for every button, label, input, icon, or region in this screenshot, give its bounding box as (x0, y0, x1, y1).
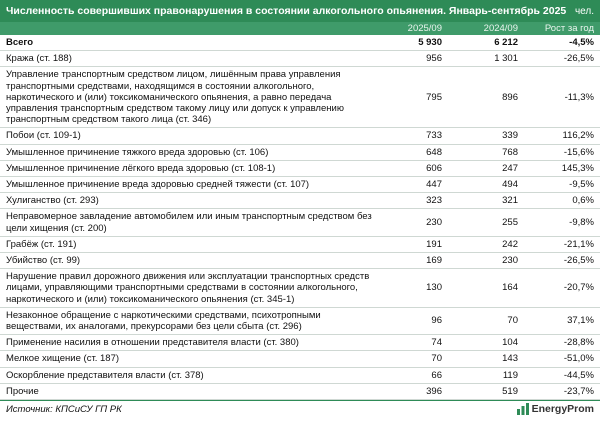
growth-value: -15,6% (563, 146, 594, 158)
table-row (0, 384, 600, 400)
value-2024: 104 (502, 337, 518, 349)
footer (0, 400, 600, 417)
row-label: Управление транспортным средством лицом, лишённым права управления транспортными средствами, находящимся в состоянии алкогольного, наркотического и (или) токсикоманического опьянения, а равно передача управления транспортным средством такому лицу или допуск к управлению транспортным средством такого лица (ст. 346) (6, 69, 344, 126)
title-bar (0, 0, 600, 22)
growth-value: -11,3% (564, 91, 594, 103)
growth-value: -44,5% (563, 369, 594, 381)
row-label: Умышленное причинение вреда здоровью средней тяжести (ст. 107) (6, 179, 310, 191)
table-row (0, 51, 600, 67)
value-2024: 70 (507, 315, 518, 327)
column-header-growth: Рост за год (544, 23, 594, 34)
energyprom-logo-icon (517, 403, 529, 415)
value-2024: 119 (502, 369, 518, 381)
value-2024: 768 (502, 146, 518, 158)
growth-value: -9,8% (569, 217, 594, 229)
table-row (0, 269, 600, 308)
table-body (0, 35, 600, 400)
row-label: Кража (ст. 188) (6, 53, 72, 65)
growth-value: 37,1% (567, 315, 594, 327)
growth-value: 0,6% (572, 195, 594, 207)
value-2024: 247 (502, 162, 518, 174)
table-row (0, 193, 600, 209)
row-label: Нарушение правил дорожного движения или эксплуатации транспортных средств лицами, управляющими транспортными средствами в состоянии алкогольного, наркотического и (или) токсикоманического опьянения (ст. 345-1) (6, 271, 370, 305)
value-2025: 447 (426, 179, 442, 191)
value-2025: 66 (431, 369, 442, 381)
growth-value: -28,8% (563, 337, 594, 349)
row-label: Умышленное причинение лёгкого вреда здоровью (ст. 108-1) (6, 162, 276, 174)
value-2024: 230 (502, 255, 518, 267)
column-header-2024: 2024/09 (483, 23, 518, 34)
value-2025: 606 (426, 162, 442, 174)
growth-value: -26,5% (563, 255, 594, 267)
row-label: Прочие (6, 385, 39, 397)
growth-value: 116,2% (562, 130, 594, 142)
value-2024: 321 (502, 195, 518, 207)
source-note: Источник: КПСиСУ ГП РК (6, 403, 122, 415)
growth-value: 145,3% (561, 162, 594, 174)
value-2025: 648 (426, 146, 442, 158)
value-2024: 164 (502, 282, 518, 294)
value-2024: 255 (502, 217, 518, 229)
table-row (0, 128, 600, 144)
growth-value: -21,1% (563, 238, 594, 250)
row-label: Мелкое хищение (ст. 187) (6, 353, 120, 365)
growth-value: -51,0% (563, 353, 594, 365)
value-2024: 6 212 (494, 37, 518, 48)
growth-value: -23,7% (563, 385, 594, 397)
table-row (0, 351, 600, 367)
table-row (0, 161, 600, 177)
value-2025: 956 (426, 53, 442, 65)
growth-value: -9,5% (569, 179, 594, 191)
value-2025: 323 (426, 195, 442, 207)
value-2024: 242 (502, 238, 518, 250)
row-label: Применение насилия в отношении представителя власти (ст. 380) (6, 337, 299, 349)
row-label: Убийство (ст. 99) (6, 255, 81, 267)
value-2025: 795 (426, 91, 442, 103)
table-row (0, 237, 600, 253)
value-2025: 230 (426, 217, 442, 229)
value-2025: 74 (431, 337, 442, 349)
row-label: Хулиганство (ст. 293) (6, 195, 99, 207)
brand-logo (517, 403, 594, 415)
value-2025: 191 (426, 238, 442, 250)
value-2024: 519 (502, 385, 518, 397)
value-2025: 130 (426, 282, 442, 294)
table-row (0, 145, 600, 161)
value-2025: 96 (431, 315, 442, 327)
row-label: Побои (ст. 109-1) (6, 130, 81, 142)
value-2024: 896 (502, 91, 518, 103)
row-label: Неправомерное завладение автомобилем или иным транспортным средством без цели хищения (ст. 200) (6, 211, 372, 234)
table-row (0, 308, 600, 335)
table-row (0, 253, 600, 269)
row-label: Всего (6, 37, 34, 48)
value-2024: 339 (502, 130, 518, 142)
brand-name: EnergyProm (531, 403, 594, 416)
table-row (0, 335, 600, 351)
value-2024: 143 (502, 353, 518, 365)
column-header-row (0, 22, 600, 35)
value-2024: 1 301 (494, 53, 518, 65)
column-header-2025: 2025/09 (407, 23, 442, 34)
growth-value: -26,5% (563, 53, 594, 65)
growth-value: -4,5% (569, 37, 594, 48)
value-2024: 494 (502, 179, 518, 191)
table-title: Численность совершивших правонарушения в состоянии алкогольного опьянения. Январь-сентябрь 2025 (6, 5, 567, 17)
row-label: Незаконное обращение с наркотическими средствами, психотропными веществами, их аналогами, прекурсорами без цели сбыта (ст. 296) (6, 309, 321, 333)
table-row (0, 368, 600, 384)
table-row (0, 177, 600, 193)
unit-label: чел. (574, 5, 594, 17)
value-2025: 396 (426, 385, 442, 397)
table-row (0, 67, 600, 128)
row-label: Умышленное причинение тяжкого вреда здоровью (ст. 106) (6, 146, 269, 158)
row-label: Грабёж (ст. 191) (6, 238, 77, 250)
growth-value: -20,7% (563, 282, 594, 294)
value-2025: 5 930 (418, 37, 442, 48)
value-2025: 70 (431, 353, 442, 365)
row-label: Оскорбление представителя власти (ст. 378) (6, 369, 204, 381)
table-row (0, 209, 600, 236)
value-2025: 169 (426, 255, 442, 267)
value-2025: 733 (426, 130, 442, 142)
table-row (0, 35, 600, 51)
